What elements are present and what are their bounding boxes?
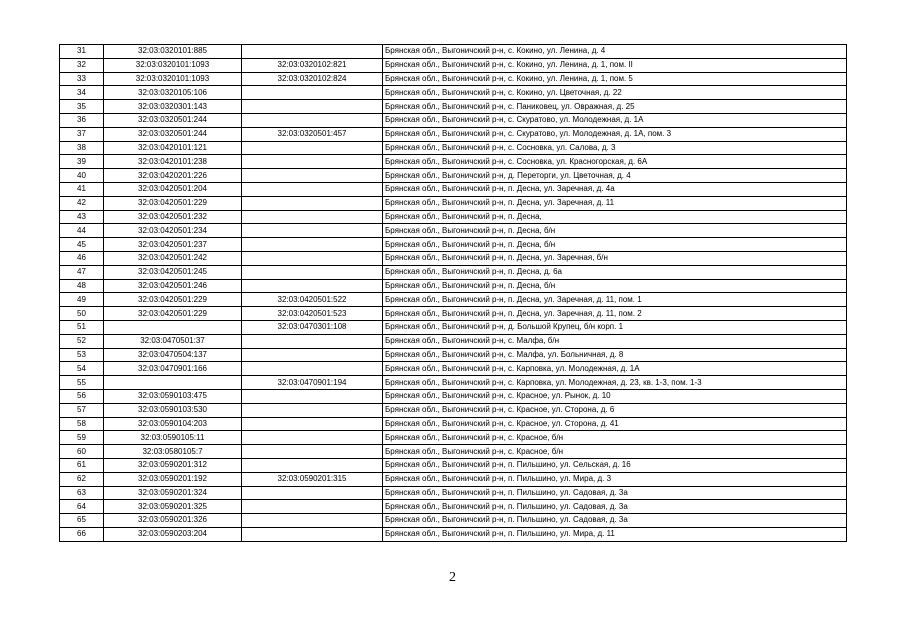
address-cell: Брянская обл., Выгоничский р-н, п. Десна, ул. Заречная, д. 4а [383,182,847,196]
address-cell: Брянская обл., Выгоничский р-н, с. Малфа, ул. Больничная, д. 8 [383,348,847,362]
row-number-cell: 36 [60,113,104,127]
registry-table-body [60,45,847,542]
cadastral-number-cell: 32:03:0590105:11 [104,431,242,445]
table-row [60,458,847,472]
address-cell: Брянская обл., Выгоничский р-н, д. Большой Крупец, б/н корп. 1 [383,320,847,334]
cadastral-number-cell: 32:03:0420501:234 [104,224,242,238]
row-number-cell: 58 [60,417,104,431]
cadastral-number-cell: 32:03:0420501:232 [104,210,242,224]
address-cell: Брянская обл., Выгоничский р-н, п. Пильшино, ул. Садовая, д. 3а [383,486,847,500]
address-cell: Брянская обл., Выгоничский р-н, п. Пильшино, ул. Садовая, д. 3а [383,514,847,528]
cadastral-number-cell: 32:03:0590103:475 [104,389,242,403]
address-cell: Брянская обл., Выгоничский р-н, п. Десна, д. 6а [383,265,847,279]
cadastral-number-cell: 32:03:0590201:312 [104,458,242,472]
address-cell: Брянская обл., Выгоничский р-н, с. Красное, ул. Сторона, д. 6 [383,403,847,417]
cadastral-number-cell: 32:03:0320101:1093 [104,72,242,86]
row-number-cell: 59 [60,431,104,445]
row-number-cell: 34 [60,86,104,100]
table-row [60,486,847,500]
row-number-cell: 40 [60,169,104,183]
address-cell: Брянская обл., Выгоничский р-н, с. Красное, ул. Сторона, д. 41 [383,417,847,431]
premises-cadastral-number-cell [242,445,383,459]
table-row [60,500,847,514]
table-row [60,334,847,348]
table-row [60,224,847,238]
property-registry-table [59,44,847,542]
address-cell: Брянская обл., Выгоничский р-н, п. Пильшино, ул. Мира, д. 11 [383,527,847,541]
cadastral-number-cell: 32:03:0320101:885 [104,45,242,59]
premises-cadastral-number-cell: 32:03:0320102:824 [242,72,383,86]
row-number-cell: 33 [60,72,104,86]
cadastral-number-cell: 32:03:0580105:7 [104,445,242,459]
cadastral-number-cell: 32:03:0590104:203 [104,417,242,431]
premises-cadastral-number-cell [242,86,383,100]
table-row [60,293,847,307]
premises-cadastral-number-cell: 32:03:0320102:821 [242,58,383,72]
address-cell: Брянская обл., Выгоничский р-н, с. Скуратово, ул. Молодежная, д. 1А, пом. 3 [383,127,847,141]
premises-cadastral-number-cell: 32:03:0420501:523 [242,307,383,321]
cadastral-number-cell: 32:03:0590203:204 [104,527,242,541]
table-row [60,362,847,376]
table-row [60,58,847,72]
row-number-cell: 45 [60,238,104,252]
address-cell: Брянская обл., Выгоничский р-н, п. Десна, б/н [383,238,847,252]
table-row [60,210,847,224]
address-cell: Брянская обл., Выгоничский р-н, п. Десна, ул. Заречная, д. 11 [383,196,847,210]
row-number-cell: 44 [60,224,104,238]
table-row [60,113,847,127]
premises-cadastral-number-cell [242,45,383,59]
cadastral-number-cell: 32:03:0590201:325 [104,500,242,514]
row-number-cell: 35 [60,100,104,114]
row-number-cell: 50 [60,307,104,321]
table-row [60,376,847,390]
cadastral-number-cell: 32:03:0420101:238 [104,155,242,169]
row-number-cell: 65 [60,514,104,528]
address-cell: Брянская обл., Выгоничский р-н, с. Карповка, ул. Молодежная, д. 1А [383,362,847,376]
table-row [60,307,847,321]
row-number-cell: 57 [60,403,104,417]
premises-cadastral-number-cell [242,182,383,196]
table-row [60,238,847,252]
address-cell: Брянская обл., Выгоничский р-н, п. Десна, [383,210,847,224]
cadastral-number-cell: 32:03:0320501:244 [104,113,242,127]
row-number-cell: 49 [60,293,104,307]
cadastral-number-cell: 32:03:0470501:37 [104,334,242,348]
premises-cadastral-number-cell [242,100,383,114]
table-row [60,86,847,100]
table-row [60,196,847,210]
row-number-cell: 47 [60,265,104,279]
cadastral-number-cell: 32:03:0590201:324 [104,486,242,500]
cadastral-number-cell: 32:03:0420501:229 [104,196,242,210]
cadastral-number-cell: 32:03:0320301:143 [104,100,242,114]
address-cell: Брянская обл., Выгоничский р-н, с. Красное, б/н [383,445,847,459]
cadastral-number-cell: 32:03:0590201:326 [104,514,242,528]
premises-cadastral-number-cell [242,155,383,169]
cadastral-number-cell: 32:03:0420501:246 [104,279,242,293]
address-cell: Брянская обл., Выгоничский р-н, п. Пильшино, ул. Сельская, д. 16 [383,458,847,472]
premises-cadastral-number-cell [242,389,383,403]
address-cell: Брянская обл., Выгоничский р-н, п. Десна, б/н [383,279,847,293]
premises-cadastral-number-cell [242,403,383,417]
table-row [60,389,847,403]
premises-cadastral-number-cell [242,348,383,362]
row-number-cell: 41 [60,182,104,196]
cadastral-number-cell: 32:03:0420501:229 [104,307,242,321]
row-number-cell: 48 [60,279,104,293]
table-row [60,72,847,86]
cadastral-number-cell: 32:03:0470504:137 [104,348,242,362]
address-cell: Брянская обл., Выгоничский р-н, с. Сосновка, ул. Красногорская, д. 6А [383,155,847,169]
cadastral-number-cell: 32:03:0420501:237 [104,238,242,252]
premises-cadastral-number-cell [242,514,383,528]
table-row [60,265,847,279]
row-number-cell: 43 [60,210,104,224]
cadastral-number-cell: 32:03:0420501:229 [104,293,242,307]
table-row [60,169,847,183]
row-number-cell: 63 [60,486,104,500]
cadastral-number-cell: 32:03:0420501:242 [104,251,242,265]
address-cell: Брянская обл., Выгоничский р-н, д. Переторги, ул. Цветочная, д. 4 [383,169,847,183]
row-number-cell: 37 [60,127,104,141]
row-number-cell: 46 [60,251,104,265]
row-number-cell: 38 [60,141,104,155]
table-row [60,514,847,528]
table-row [60,320,847,334]
address-cell: Брянская обл., Выгоничский р-н, с. Карповка, ул. Молодежная, д. 23, кв. 1-3, пом. 1-3 [383,376,847,390]
cadastral-number-cell: 32:03:0420501:245 [104,265,242,279]
premises-cadastral-number-cell: 32:03:0470901:194 [242,376,383,390]
row-number-cell: 53 [60,348,104,362]
table-row [60,100,847,114]
address-cell: Брянская обл., Выгоничский р-н, п. Пильшино, ул. Мира, д. 3 [383,472,847,486]
address-cell: Брянская обл., Выгоничский р-н, с. Скуратово, ул. Молодежная, д. 1А [383,113,847,127]
address-cell: Брянская обл., Выгоничский р-н, с. Красное, б/н [383,431,847,445]
premises-cadastral-number-cell [242,334,383,348]
address-cell: Брянская обл., Выгоничский р-н, п. Пильшино, ул. Садовая, д. 3а [383,500,847,514]
address-cell: Брянская обл., Выгоничский р-н, п. Десна, ул. Заречная, д. 11, пом. 1 [383,293,847,307]
premises-cadastral-number-cell [242,431,383,445]
cadastral-number-cell: 32:03:0590103:530 [104,403,242,417]
address-cell: Брянская обл., Выгоничский р-н, с. Сосновка, ул. Салова, д. 3 [383,141,847,155]
premises-cadastral-number-cell [242,196,383,210]
premises-cadastral-number-cell [242,527,383,541]
page-number: 2 [449,570,456,585]
address-cell: Брянская обл., Выгоничский р-н, с. Кокино, ул. Ленина, д. 1, пом. II [383,58,847,72]
premises-cadastral-number-cell [242,210,383,224]
address-cell: Брянская обл., Выгоничский р-н, с. Кокино, ул. Ленина, д. 1, пом. 5 [383,72,847,86]
premises-cadastral-number-cell [242,500,383,514]
premises-cadastral-number-cell [242,251,383,265]
cadastral-number-cell: 32:03:0420101:121 [104,141,242,155]
table-row [60,127,847,141]
premises-cadastral-number-cell [242,265,383,279]
premises-cadastral-number-cell [242,169,383,183]
table-row [60,431,847,445]
premises-cadastral-number-cell [242,141,383,155]
address-cell: Брянская обл., Выгоничский р-н, с. Паниковец, ул. Овражная, д. 25 [383,100,847,114]
premises-cadastral-number-cell [242,417,383,431]
row-number-cell: 32 [60,58,104,72]
row-number-cell: 66 [60,527,104,541]
row-number-cell: 39 [60,155,104,169]
table-row [60,155,847,169]
cadastral-number-cell: 32:03:0470901:166 [104,362,242,376]
cadastral-number-cell: 32:03:0320105:106 [104,86,242,100]
premises-cadastral-number-cell: 32:03:0320501:457 [242,127,383,141]
row-number-cell: 51 [60,320,104,334]
address-cell: Брянская обл., Выгоничский р-н, с. Малфа, б/н [383,334,847,348]
table-row [60,45,847,59]
cadastral-number-cell [104,376,242,390]
table-row [60,348,847,362]
cadastral-number-cell: 32:03:0590201:192 [104,472,242,486]
row-number-cell: 62 [60,472,104,486]
table-row [60,279,847,293]
address-cell: Брянская обл., Выгоничский р-н, п. Десна, б/н [383,224,847,238]
table-row [60,403,847,417]
table-row [60,472,847,486]
address-cell: Брянская обл., Выгоничский р-н, с. Кокино, ул. Цветочная, д. 22 [383,86,847,100]
premises-cadastral-number-cell [242,224,383,238]
cadastral-number-cell: 32:03:0420501:204 [104,182,242,196]
address-cell: Брянская обл., Выгоничский р-н, п. Десна, ул. Заречная, б/н [383,251,847,265]
address-cell: Брянская обл., Выгоничский р-н, с. Кокино, ул. Ленина, д. 4 [383,45,847,59]
table-row [60,251,847,265]
premises-cadastral-number-cell: 32:03:0470301:108 [242,320,383,334]
row-number-cell: 64 [60,500,104,514]
premises-cadastral-number-cell: 32:03:0420501:522 [242,293,383,307]
table-row [60,445,847,459]
row-number-cell: 52 [60,334,104,348]
premises-cadastral-number-cell: 32:03:0590201:315 [242,472,383,486]
row-number-cell: 31 [60,45,104,59]
row-number-cell: 54 [60,362,104,376]
address-cell: Брянская обл., Выгоничский р-н, с. Красное, ул. Рынок, д. 10 [383,389,847,403]
row-number-cell: 60 [60,445,104,459]
premises-cadastral-number-cell [242,238,383,252]
cadastral-number-cell [104,320,242,334]
premises-cadastral-number-cell [242,362,383,376]
row-number-cell: 61 [60,458,104,472]
table-row [60,527,847,541]
address-cell: Брянская обл., Выгоничский р-н, п. Десна, ул. Заречная, д. 11, пом. 2 [383,307,847,321]
table-row [60,141,847,155]
row-number-cell: 56 [60,389,104,403]
cadastral-number-cell: 32:03:0320101:1093 [104,58,242,72]
row-number-cell: 42 [60,196,104,210]
cadastral-number-cell: 32:03:0320501:244 [104,127,242,141]
premises-cadastral-number-cell [242,458,383,472]
cadastral-number-cell: 32:03:0420201:226 [104,169,242,183]
table-row [60,417,847,431]
premises-cadastral-number-cell [242,279,383,293]
premises-cadastral-number-cell [242,486,383,500]
premises-cadastral-number-cell [242,113,383,127]
row-number-cell: 55 [60,376,104,390]
table-row [60,182,847,196]
